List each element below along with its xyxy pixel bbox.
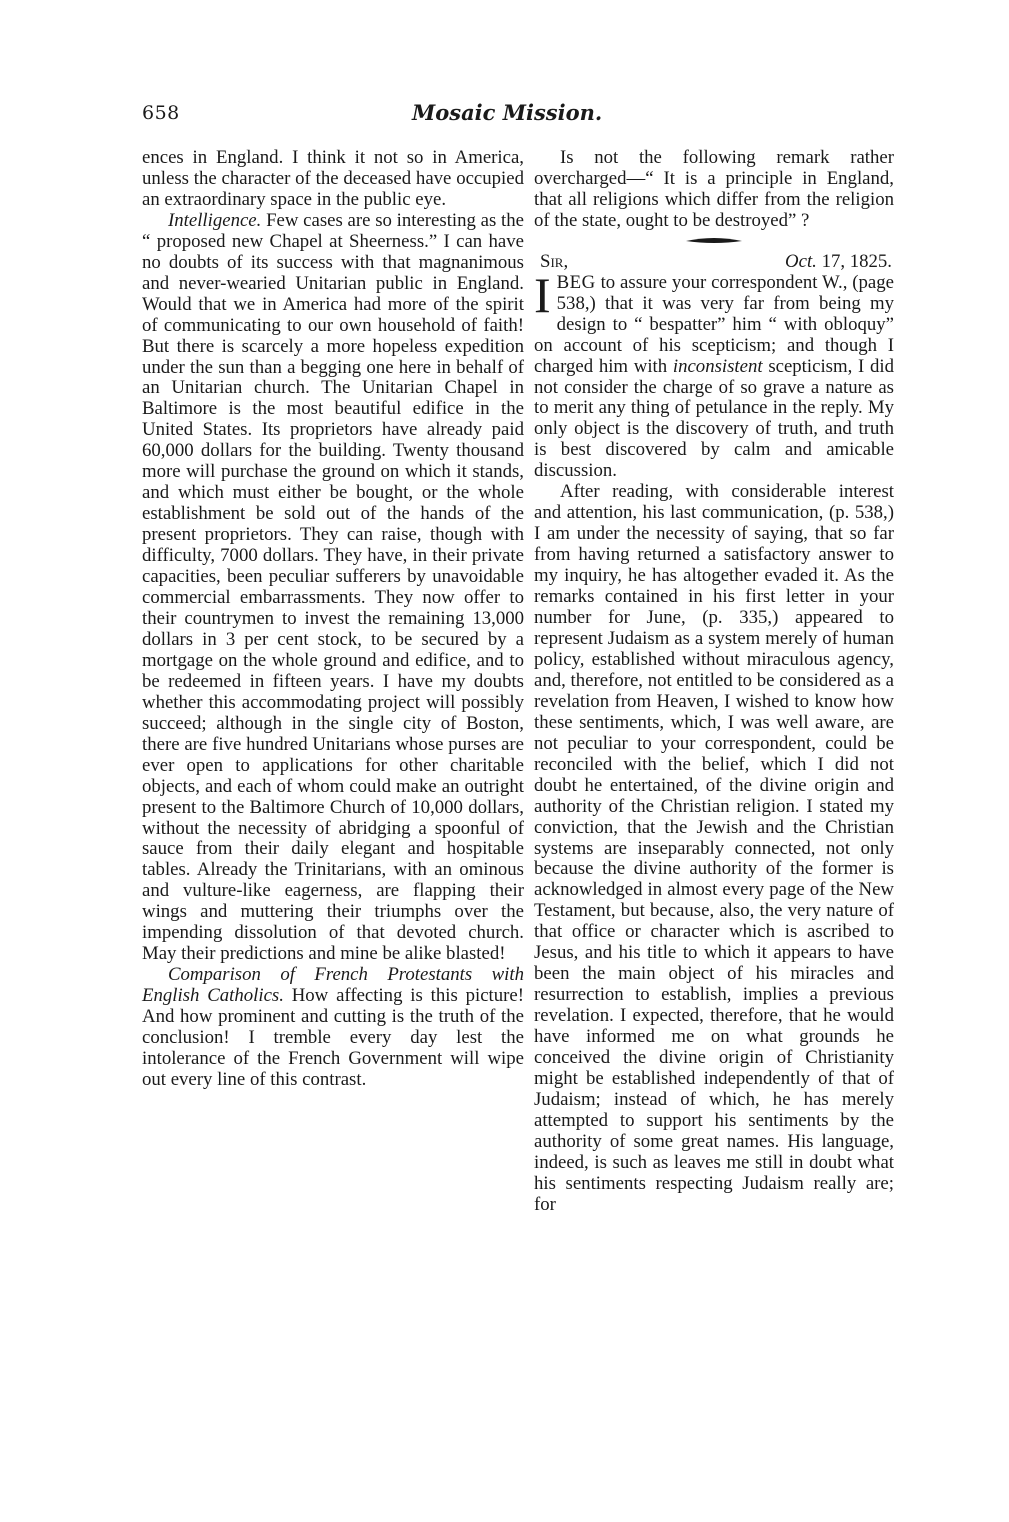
- letter-date-rest: 17, 1825.: [816, 250, 892, 272]
- paragraph-intelligence: [142, 211, 524, 965]
- letter-date-month: Oct.: [785, 250, 817, 272]
- paragraph-comparison-body: How affecting is this picture! And how prominent and cutting is the truth of the conclusion! I tremble every day lest the intolerance of the French Government will wipe out every line of this contrast.: [142, 985, 524, 1090]
- section-lead-intelligence: Intelligence.: [168, 209, 262, 231]
- right-column: [534, 148, 894, 1216]
- paragraph-comparison: [142, 965, 524, 1091]
- paragraph-intelligence-body: Few cases are so interesting as the “ proposed new Chapel at Sheerness.” I can have no doubts of its success with that magnanimous and never-wearied Unitarian public in England. Would that we in America had more of the spirit of communicating to our own household of faith! But there is scarcely a more hopeless expedition under the sun than a begging one here in behalf of an Unitarian church. The Unitarian Chapel in Baltimore is the most beautiful edifice in the United States. Its proprietors have already paid 60,000 dollars for the building. Twenty thousand more will purchase the ground on which it stands, and which must either be bought, or the whole establishment be sold out of the hands of the present proprietors. They can raise, though with difficulty, 7000 dollars. They have, in their private capacities, been peculiar sufferers by unavoidable commercial embarrassments. They now offer to their countrymen to invest the remaining 13,000 dollars in 3 per cent stock, to be secured by a mortgage on the whole ground and edifice, and to be redeemed in fifteen years. I have my doubts whether this accommodating project will possibly succeed; although in the single city of Boston, there are five hundred Unitarians whose purses are ever open to applications for other charitable objects, and each of whom could make an outright present to the Baltimore Church of 10,000 dollars, without the necessity of abridging a spoonful of sauce from their daily elegant and hospitable tables. Already the Trinitarians, with an ominous and vulture-like eagerness, are flapping their wings and muttering their triumphs over the impending dissolution of that devoted church. May their predictions and mine be alike blasted!: [142, 209, 524, 965]
- drop-cap: I: [534, 266, 551, 323]
- page-number: 658: [142, 102, 180, 124]
- letter-header: [534, 252, 894, 273]
- paragraph-letter-body: to assure your correspondent W., (page 538,) that it was very far from being my design to “ bespatter” him “ with obloquy” on account of his scepticism; and though I charged him with: [534, 271, 894, 377]
- paragraph-remark: Is not the following remark rather overcharged—“ It is a principle in England, that all religions which differ from the religion of the state, ought to be destroyed” ?: [534, 147, 894, 231]
- paragraph-letter-opening: [534, 266, 894, 483]
- opening-lead-word: BEG: [556, 271, 596, 293]
- paragraph-continuation: ences in England. I think it not so in America, unless the character of the deceased have occupied an extraordinary space in the public eye.: [142, 147, 524, 210]
- running-title: Mosaic Mission.: [412, 100, 603, 125]
- paragraph-after-reading: After reading, with considerable interest and attention, his last communication, (p. 538,) I am under the necessity of saying, that so far from having returned a satisfactory answer to my inquiry, he has altogether evaded it. As the remarks contained in his first letter in your number for June, (p. 335,) appeared to represent Judaism as a system merely of human policy, established without miraculous agency, and, therefore, not entitled to be considered as a revelation from Heaven, I wished to know how these sentiments, which, I was well aware, are not peculiar to your correspondent, could be reconciled with the belief, which I did not doubt he entertained, of the divine origin and authority of the Christian religion. I stated my conviction, that the Jewish and the Christian systems are inseparably connected, not only because the divine authority of the former is acknowledged in almost every page of the New Testament, but because, also, the very nature of that office or character which is ascribed to Jesus, and his title to which it appears to have been the main object of his miracles and resurrection to establish, implies a previous revelation. I expected, therefore, that he would have informed me on what grounds he conceived the divine origin of Christianity might be established independently of that of Judaism; instead of which, he has merely attempted to support his sentiments by the authority of some great names. His language, indeed, is such as leaves me still in doubt what his sentiments respecting Judaism really are; for: [534, 481, 894, 1215]
- paragraph-letter-tail: scepticism, I did not consider the charge of so grave a nature as to merit any thing of petulance in the reply. My only object is the discovery of truth, and truth is best discovered by calm and amicable discussion.: [534, 355, 894, 482]
- salutation: Sir,: [540, 250, 569, 272]
- emphasis-inconsistent: inconsistent: [672, 355, 763, 377]
- section-divider-ornament: [684, 236, 744, 246]
- left-column: [142, 148, 524, 1091]
- letter-date: [785, 252, 892, 273]
- section-lead-comparison: Comparison of French Protestants with English Catholics.: [142, 964, 524, 1007]
